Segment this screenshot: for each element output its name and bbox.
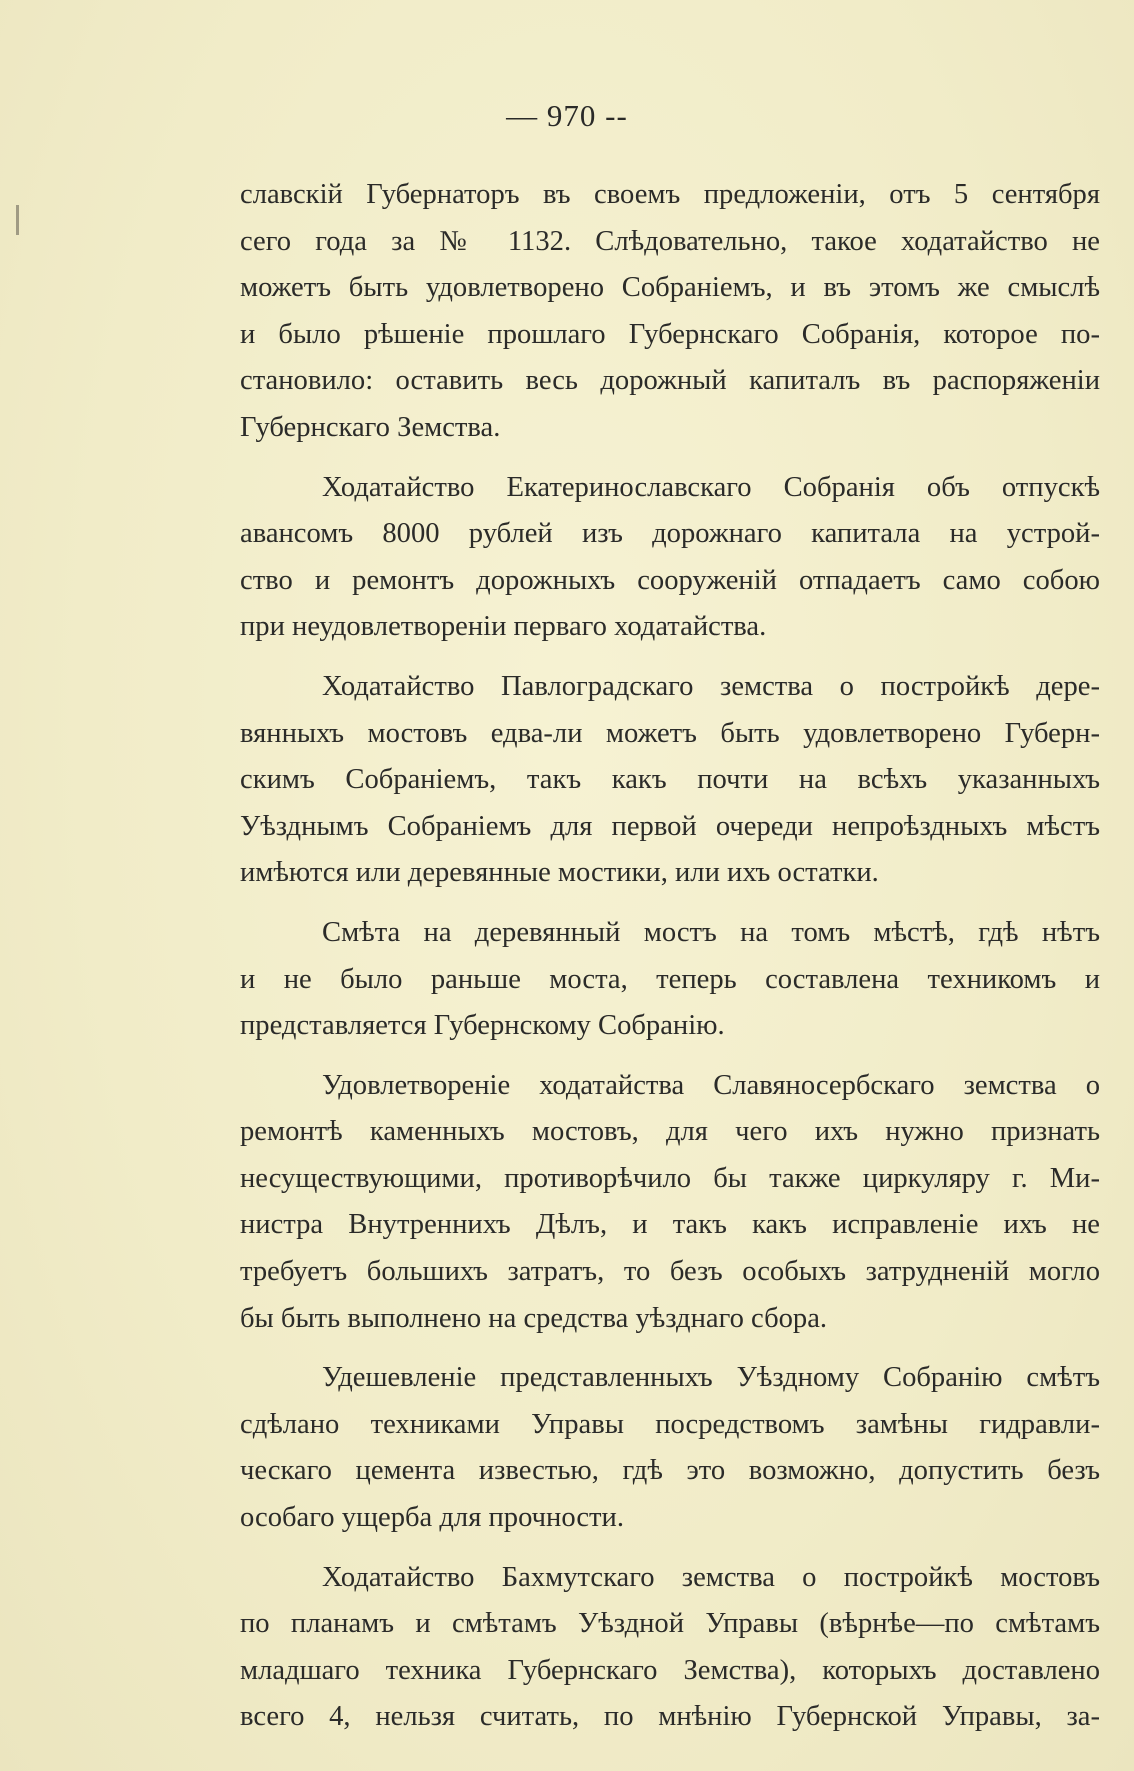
paragraph-6 — [240, 1355, 1100, 1541]
paragraph-7 — [240, 1555, 1100, 1741]
paragraph-3 — [240, 664, 1100, 897]
text-line: становило: оставить весь дорожный капиталъ въ распоряженіи — [240, 365, 1100, 397]
text-line: Уѣзднымъ Собраніемъ для первой очереди непроѣздныхъ мѣстъ — [240, 810, 1100, 842]
text-line: несуществующими, противорѣчило бы также циркуляру г. Ми- — [240, 1162, 1100, 1194]
page-number: — 970 -- — [506, 98, 628, 133]
text-line: Удовлетвореніе ходатайства Славяносербскаго земства о — [322, 1069, 1100, 1101]
text-line: нистра Внутреннихъ Дѣлъ, и такъ какъ исправленіе ихъ не — [240, 1209, 1100, 1241]
text-line: имѣются или деревянные мостики, или ихъ остатки. — [240, 857, 879, 889]
text-line: по планамъ и смѣтамъ Уѣздной Управы (вѣрнѣе—по смѣтамъ — [240, 1608, 1100, 1640]
body-text — [240, 172, 1100, 1741]
margin-mark — [16, 205, 19, 235]
text-line: Губернскаго Земства. — [240, 411, 501, 443]
text-line: сего года за № 1132. Слѣдовательно, такое ходатайство не — [240, 225, 1100, 257]
paragraph-1 — [240, 172, 1100, 452]
text-line: представляется Губернскому Собранію. — [240, 1010, 725, 1042]
text-line: ство и ремонтъ дорожныхъ сооруженій отпадаетъ само собою — [240, 564, 1100, 596]
text-line: и не было раньше моста, теперь составлена техникомъ и — [240, 963, 1100, 995]
text-line: славскій Губернаторъ въ своемъ предложеніи, отъ 5 сентября — [240, 179, 1100, 210]
text-line: можетъ быть удовлетворено Собраніемъ, и въ этомъ же смыслѣ — [240, 272, 1100, 304]
text-line: всего 4, нельзя считать, по мнѣнію Губернской Управы, за- — [240, 1701, 1100, 1733]
text-line: сдѣлано техниками Управы посредствомъ замѣны гидравли- — [240, 1408, 1100, 1440]
paragraph-2 — [240, 465, 1100, 651]
paragraph-5 — [240, 1063, 1100, 1343]
text-line: ремонтѣ каменныхъ мостовъ, для чего ихъ нужно признать — [240, 1116, 1100, 1148]
text-line: Смѣта на деревянный мостъ на томъ мѣстѣ, гдѣ нѣтъ — [322, 916, 1100, 948]
text-line: Ходатайство Бахмутскаго земства о постройкѣ мостовъ — [322, 1561, 1100, 1593]
text-line: и было рѣшеніе прошлаго Губернскаго Собранія, которое по- — [240, 318, 1100, 350]
text-line: Ходатайство Павлоградскаго земства о постройкѣ дере- — [322, 670, 1100, 702]
text-line: при неудовлетвореніи перваго ходатайства. — [240, 611, 767, 643]
text-line: скимъ Собраніемъ, такъ какъ почти на всѣхъ указанныхъ — [240, 764, 1100, 796]
text-line: Удешевленіе представленныхъ Уѣздному Собранію смѣтъ — [322, 1362, 1100, 1394]
text-line: бы быть выполнено на средства уѣзднаго сбора. — [240, 1302, 828, 1334]
text-line: Ходатайство Екатеринославскаго Собранія объ отпускѣ — [322, 471, 1100, 503]
text-line: вянныхъ мостовъ едва-ли можетъ быть удовлетворено Губерн- — [240, 717, 1100, 749]
text-line: требуетъ большихъ затратъ, то безъ особыхъ затрудненій могло — [240, 1256, 1100, 1288]
text-line: авансомъ 8000 рублей изъ дорожнаго капитала на устрой- — [240, 518, 1100, 550]
paragraph-4 — [240, 910, 1100, 1050]
text-line: особаго ущерба для прочности. — [240, 1502, 624, 1534]
text-line: ческаго цемента известью, гдѣ это возможно, допустить безъ — [240, 1455, 1100, 1487]
text-line: младшаго техника Губернскаго Земства), которыхъ доставлено — [240, 1654, 1100, 1686]
